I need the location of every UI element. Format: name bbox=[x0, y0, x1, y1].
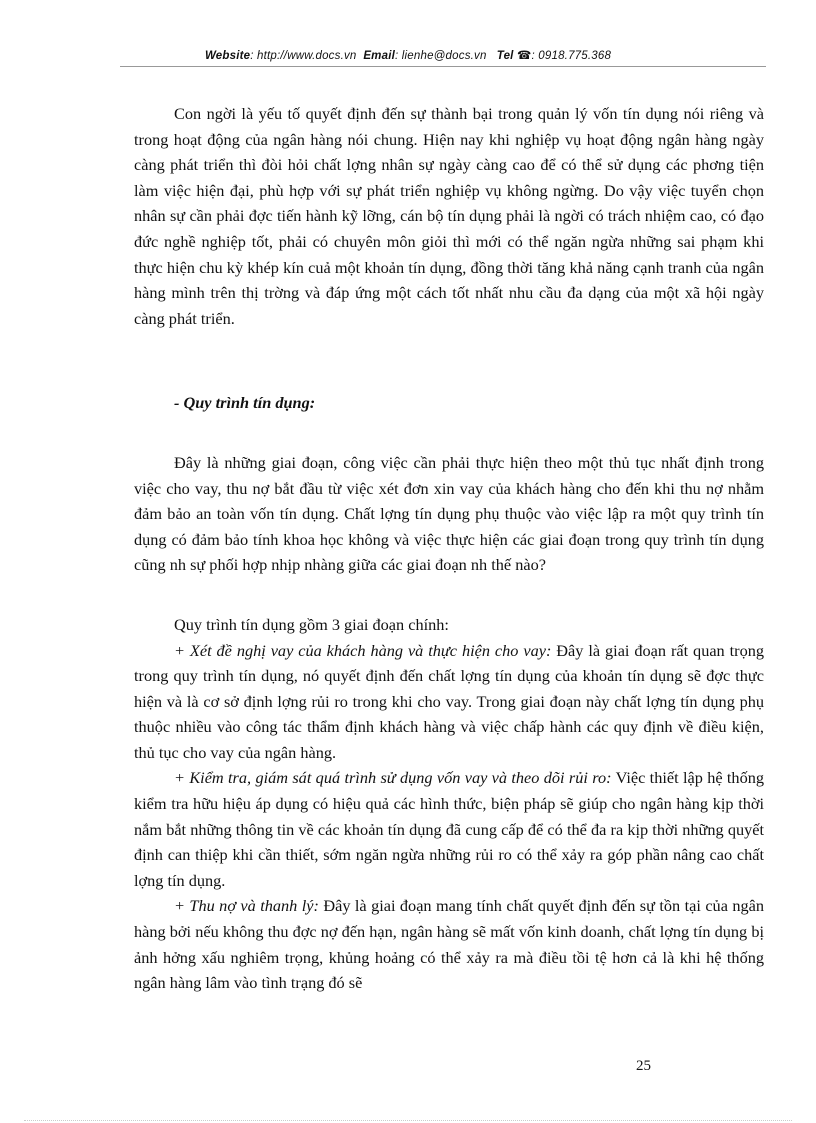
page-body bbox=[134, 101, 764, 996]
paragraph-credit-process: Đây là những giai đoạn, công việc cần phải thực hiện theo một thủ tục nhất định trong việc cho vay, thu nợ bắt đầu từ việc xét đơn xin vay của khách hàng cho đến khi thu nợ nhằm đảm bảo an toàn vốn tín dụng. Chất lợng tín dụng phụ thuộc vào việc lập ra một quy trình tín dụng có đảm bảo tính khoa học không và việc thực hiện các giai đoạn trong quy trình tín dụng cũng nh sự phối hợp nhịp nhàng giữa các giai đoạn nh thế nào? bbox=[134, 452, 764, 575]
stage-item-1-body: Đây là giai đoạn rất quan trọng trong quy trình tín dụng, nó quyết định đến chất lợng tín dụng của khoản tín dụng sẽ đợc thực hiện và là cơ sở định lợng rủi ro trong khi cho vay. Trong giai đoạn này chất lợng tín dụng phụ thuộc nhiều vào công tác thẩm định khách hàng và việc chấp hành các quy định về điều kiện, thủ tục cho vay của ngân hàng. bbox=[134, 640, 764, 762]
stage-item-2-body: Việc thiết lập hệ thống kiểm tra hữu hiệu áp dụng có hiệu quả các hình thức, biện pháp sẽ giúp cho ngân hàng kịp thời nắm bắt những thông tin về các khoản tín dụng đã cung cấp để có thể đa ra kịp thời những quyết định can thiệp khi cần thiết, sớm ngăn ngừa những rủi ro có thể xảy ra góp phần nâng cao chất lợng tín dụng. bbox=[134, 768, 764, 890]
footer-divider bbox=[24, 1120, 792, 1121]
stage-item-2-title: + Kiểm tra, giám sát quá trình sử dụng vốn vay và theo dõi rủi ro: bbox=[174, 768, 612, 788]
header-divider bbox=[120, 66, 766, 67]
email-value: : lienhe@docs.vn bbox=[395, 50, 487, 62]
website-label: Website bbox=[204, 50, 251, 62]
tel-label: Tel ☎ bbox=[496, 50, 532, 62]
email-label: Email bbox=[363, 50, 395, 62]
tel-value: : 0918.775.368 bbox=[531, 50, 612, 62]
paragraph-three-stages: Quy trình tín dụng gồm 3 giai đoạn chính: bbox=[174, 614, 449, 634]
page-header bbox=[0, 48, 816, 62]
page-number: 25 bbox=[636, 1058, 651, 1074]
stage-item-1 bbox=[134, 638, 764, 766]
stage-item-2 bbox=[134, 765, 764, 893]
website-value: : http://www.docs.vn bbox=[250, 50, 357, 62]
stage-item-3 bbox=[134, 893, 764, 995]
stage-item-3-body: Đây là giai đoạn mang tính chất quyết định đến sự tồn tại của ngân hàng bởi nếu không thu đợc nợ đến hạn, ngân hàng sẽ mất vốn kinh doanh, chất lợng tín dụng bị ảnh hởng xấu nghiêm trọng, khủng hoảng có thể xảy ra mà điều tồi tệ hơn cả là khi hệ thống ngân hàng lâm vào tình trạng đó sẽ bbox=[134, 896, 764, 993]
stage-item-1-title: + Xét đề nghị vay của khách hàng và thực hiện cho vay: bbox=[174, 640, 552, 660]
paragraph-human-factor: Con ngời là yếu tố quyết định đến sự thành bại trong quản lý vốn tín dụng nói riêng và trong hoạt động của ngân hàng nói chung. Hiện nay khi nghiệp vụ hoạt động ngân hàng ngày càng phát triển thì đòi hỏi chất lợng nhân sự ngày càng cao để có thể sử dụng các phơng tiện làm việc hiện đại, phù hợp với sự phát triển nghiệp vụ không ngừng. Do vậy việc tuyển chọn nhân sự cần phải đợc tiến hành kỹ lỡng, cán bộ tín dụng phải là ngời có trách nhiệm cao, có đạo đức nghề nghiệp tốt, phải có chuyên môn giỏi thì mới có thể ngăn ngừa những sai phạm khi thực hiện chu kỳ khép kín cuả một khoản tín dụng, đồng thời tăng khả năng cạnh tranh của ngân hàng mình trên thị trờng và đáp ứng một cách tốt nhất nhu cầu đa dạng của một xã hội ngày càng phát triển. bbox=[134, 104, 764, 328]
stage-item-3-title: + Thu nợ và thanh lý: bbox=[174, 896, 319, 916]
section-heading: - Quy trình tín dụng: bbox=[174, 393, 316, 413]
